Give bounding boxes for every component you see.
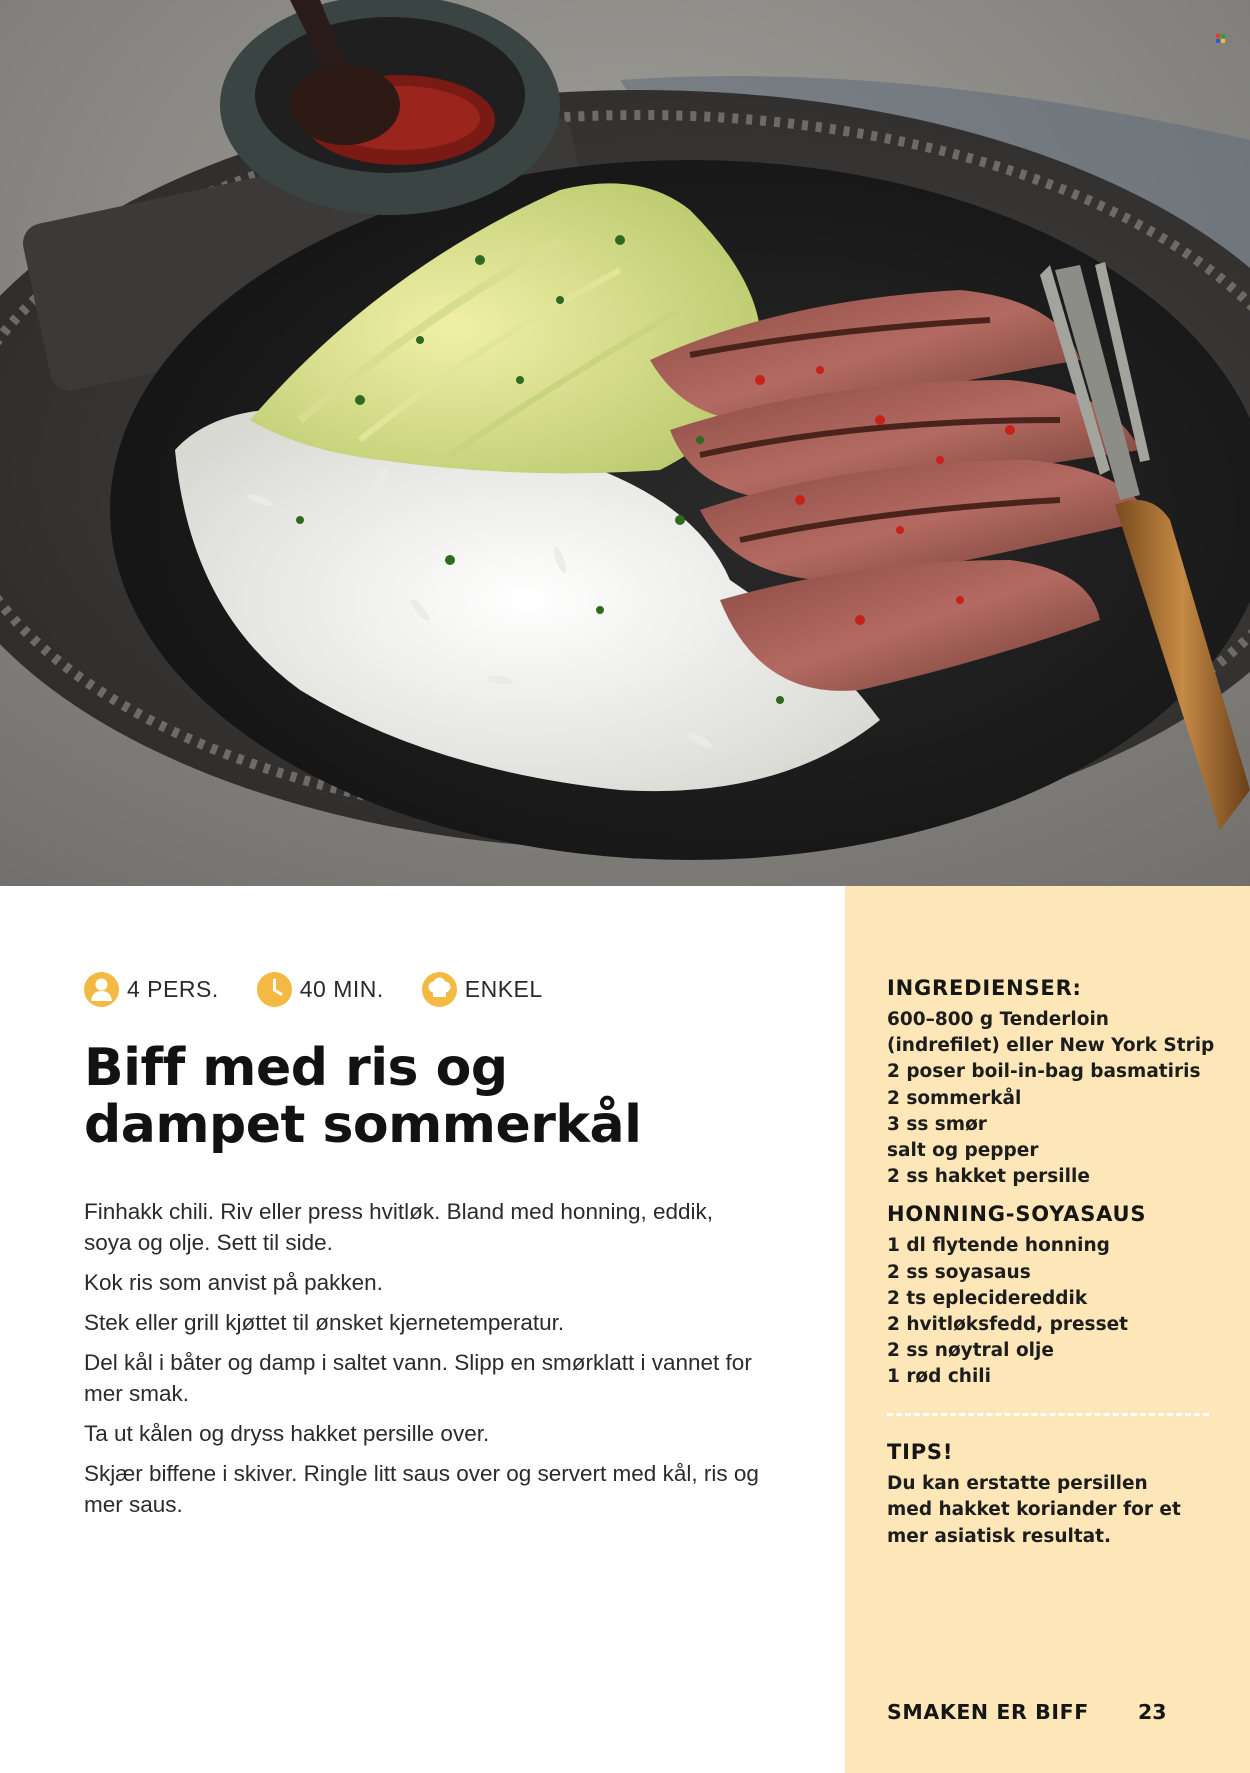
step-4: Del kål i båter og damp i saltet vann. Slipp en smørklatt i vannet for mer smak. [84,1350,752,1406]
list-item: 2 ts eplecidereddik [887,1287,1088,1309]
servings-label: 4 PERS. [127,975,219,1002]
list-item: 2 ss soyasaus [887,1261,1031,1283]
step-6: Skjær biffene i skiver. Ringle litt saus over og servert med kål, ris og mer saus. [84,1461,759,1517]
ingredients-sidebar [845,886,1250,1773]
list-item: 1 rød chili [887,1366,991,1388]
ingredients-heading: INGREDIENSER: [887,976,1082,1000]
list-item: (indrefilet) eller New York Strip [887,1035,1215,1057]
list-item: 1 dl flytende honning [887,1235,1110,1257]
list-item: 2 ss hakket persille [887,1166,1090,1188]
recipe-steps [84,1196,764,1529]
person-icon [84,972,119,1007]
ingredients-list [887,1007,1217,1190]
step-1: Finhakk chili. Riv eller press hvitløk. Bland med honning, eddik, soya og olje. Sett til side. [84,1199,714,1255]
title-line-1: Biff med ris og [84,1038,508,1098]
food-illustration [0,0,1250,886]
recipe-meta [84,970,581,1008]
clock-icon [257,972,292,1007]
list-item: salt og pepper [887,1140,1039,1162]
step-3: Stek eller grill kjøttet til ønsket kjernetemperatur. [84,1310,565,1335]
title-line-2: dampet sommerkål [84,1095,642,1155]
sauce-heading: HONNING-SOYASAUS [887,1202,1147,1227]
list-item: 2 hvitløksfedd, presset [887,1314,1128,1336]
step-5: Ta ut kålen og dryss hakket persille over. [84,1421,490,1446]
duration [257,972,384,1007]
duration-label: 40 MIN. [299,975,384,1002]
page-number: 23 [1138,1700,1167,1724]
list-item: 3 ss smør [887,1113,987,1135]
difficulty-label: ENKEL [464,975,543,1002]
list-item: 2 sommerkål [887,1087,1022,1109]
list-item: 600–800 g Tenderloin [887,1009,1109,1030]
chef-hat-icon [422,972,457,1007]
corner-logo-mark [1216,34,1225,43]
sauce-list [887,1233,1217,1390]
tips-text: Du kan erstatte persillen med hakket koriander for et mer asiatisk resultat. [887,1472,1181,1547]
recipe-title [84,1040,784,1154]
tips-heading: TIPS! [887,1439,954,1464]
difficulty [422,972,543,1007]
step-2: Kok ris som anvist på pakken. [84,1270,383,1295]
dashed-divider [887,1413,1209,1416]
servings [84,972,219,1007]
footer-section-title: SMAKEN ER BIFF [887,1700,1089,1724]
list-item: 2 ss nøytral olje [887,1340,1054,1362]
hero-food-photo [0,0,1250,886]
list-item: 2 poser boil-in-bag basmatiris [887,1061,1201,1083]
